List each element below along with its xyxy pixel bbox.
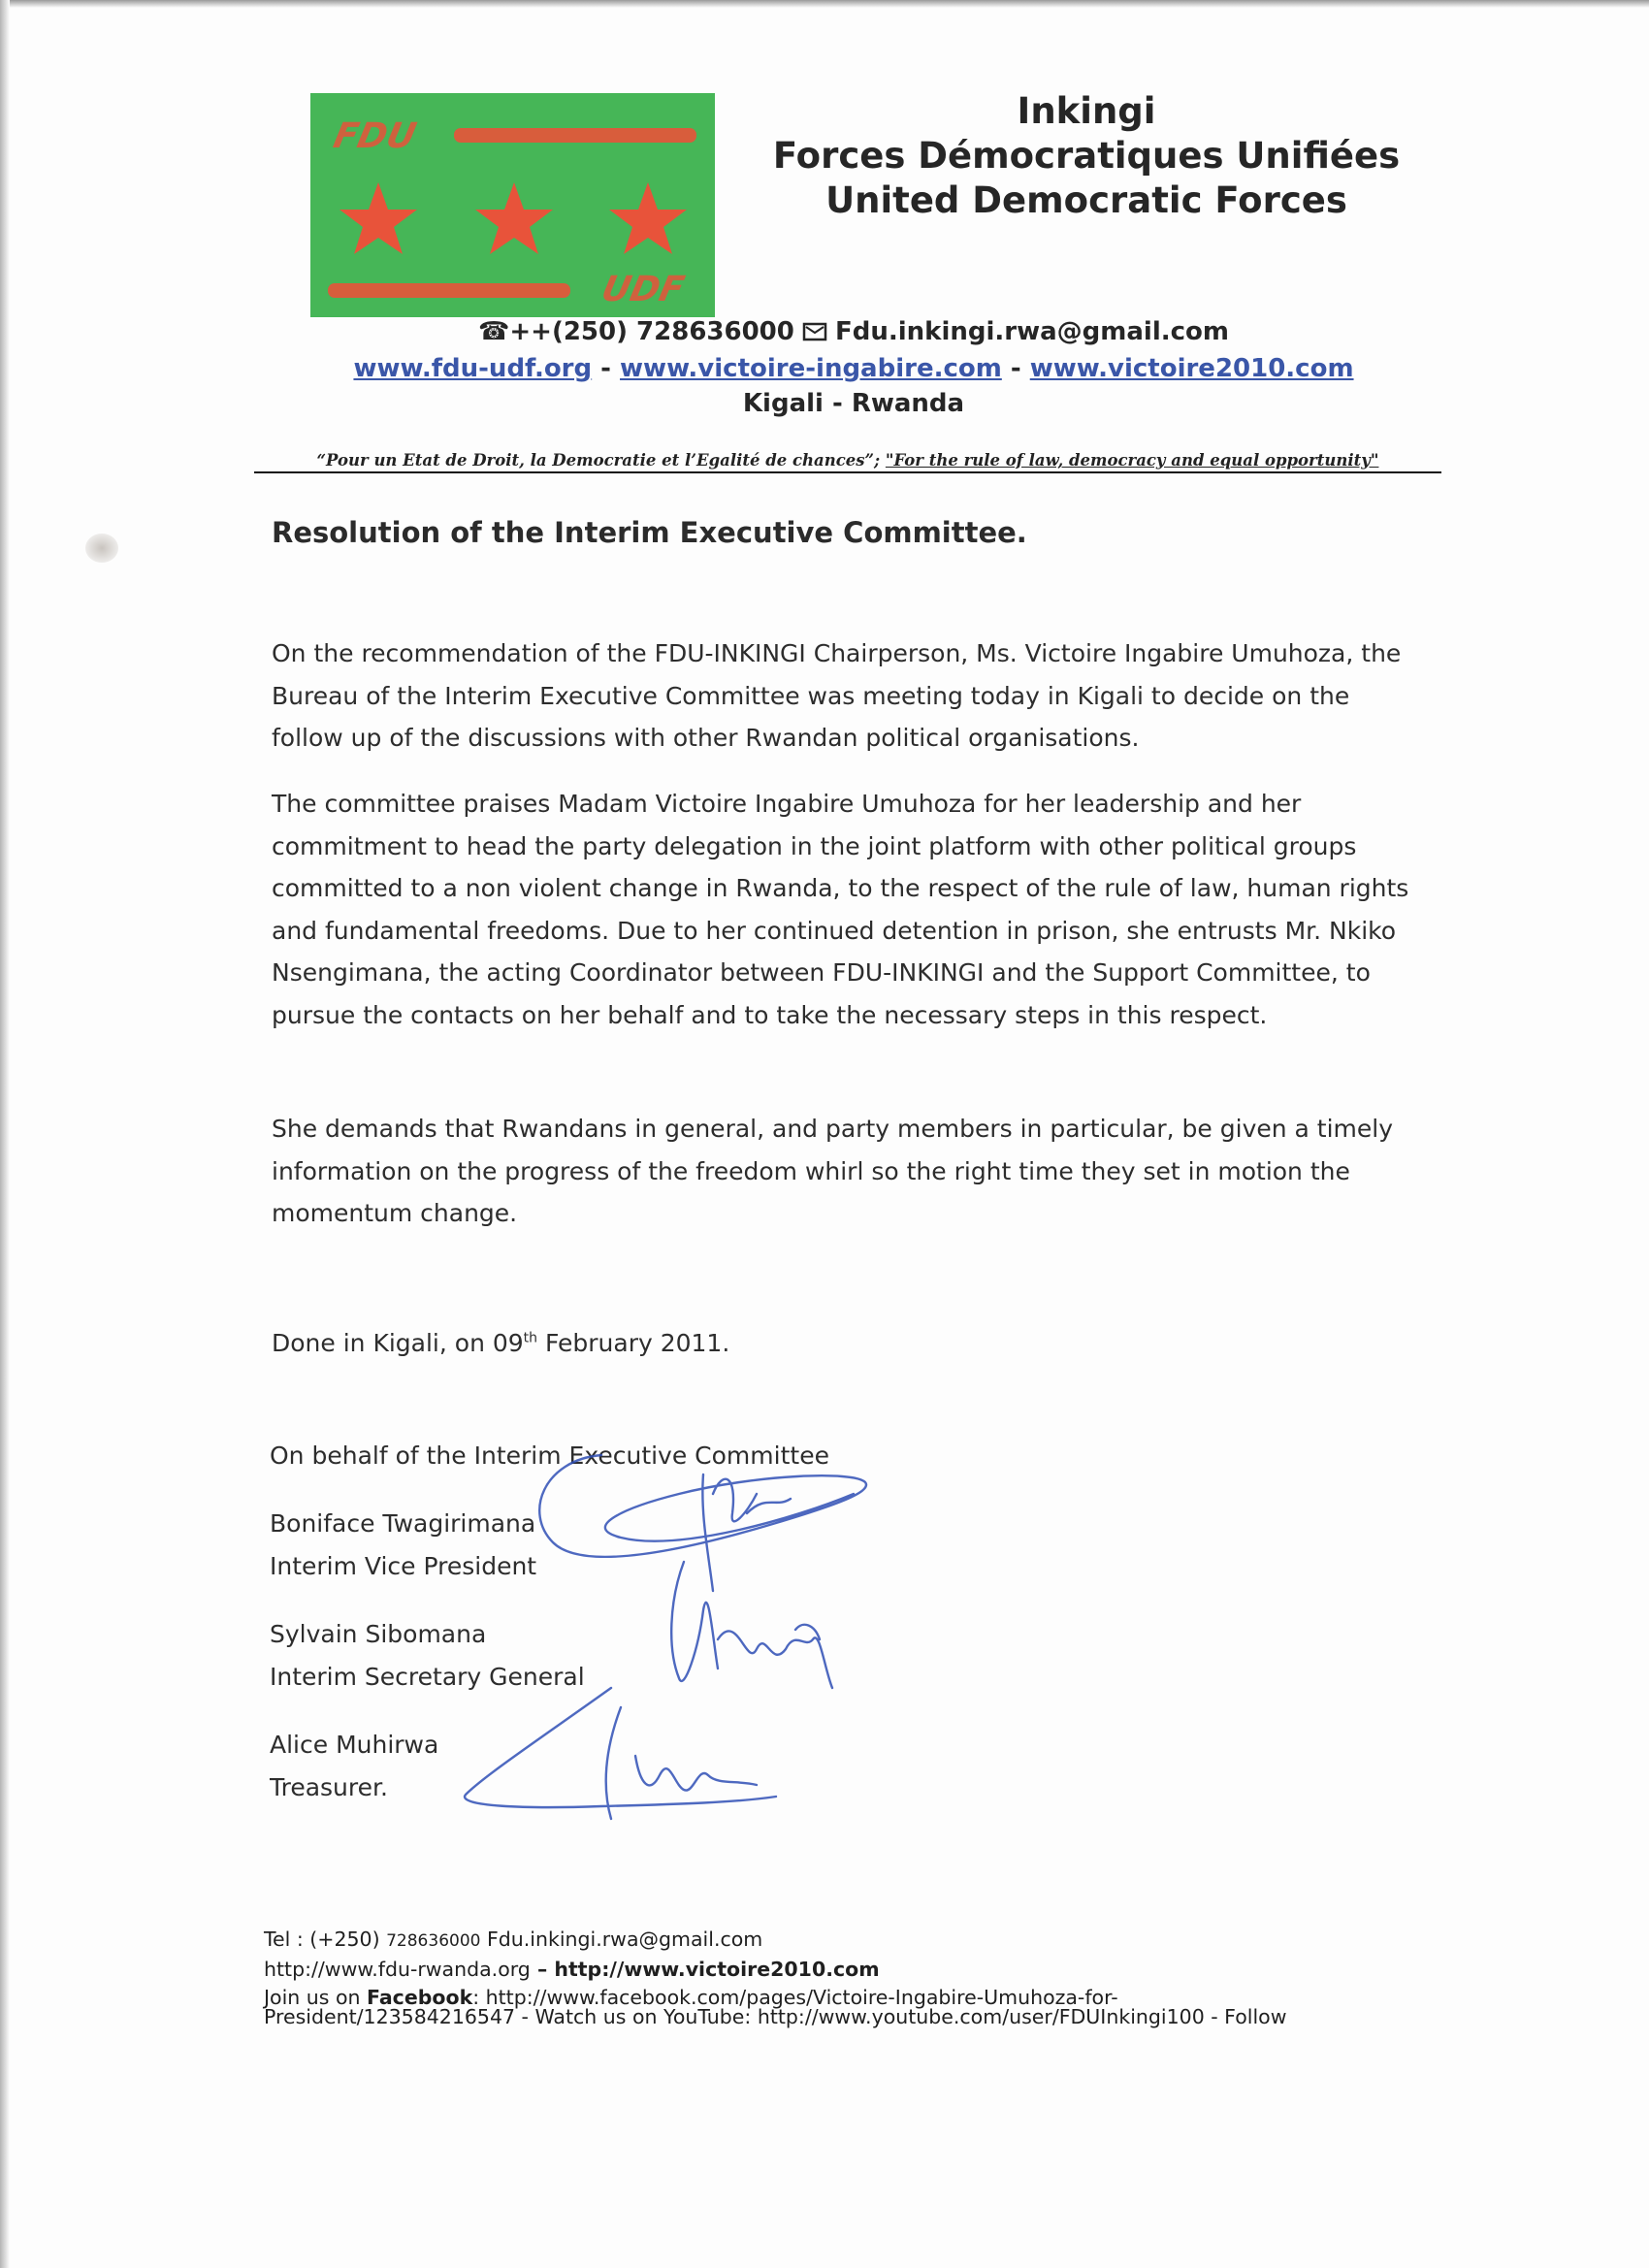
done-prefix: Done in Kigali, on 09 — [272, 1329, 524, 1357]
on-behalf-line: On behalf of the Interim Executive Committee — [270, 1442, 829, 1470]
signatory-2-name: Sylvain Sibomana — [270, 1620, 487, 1648]
org-name-english: United Democratic Forces — [825, 179, 1347, 221]
paragraph-2-text: The committee praises Madam Victoire Ingabire Umuhoza for her leadership and her commitment to head the party delegation in the joint platform with other political groups committed to a non violent change in Rwanda, to the respect of the rule of law, human rights and fundamental freedoms. Due to her continued detention in prison, she entrusts Mr. Nkiko Nsengimana, the acting Coordinator between FDU-INKINGI and the Support Committee, to pursue the contacts on her behalf and to take the necessary steps in this respect. — [272, 790, 1409, 1029]
motto-french: “Pour un Etat de Droit, la Democratie et l’Egalité de chances”; — [316, 451, 881, 470]
footer — [264, 1926, 1350, 2012]
signature-3 — [465, 1688, 776, 1819]
footer-url-victoire2010[interactable]: http://www.victoire2010.com — [554, 1958, 880, 1981]
footer-cropped-line — [264, 2005, 1350, 2034]
document-title: Resolution of the Interim Executive Committee. — [272, 516, 1027, 549]
phone-number: ☎++(250) 728636000 — [478, 317, 794, 346]
logo-text-top: FDU — [330, 114, 420, 156]
signatory-3-name: Alice Muhirwa — [270, 1731, 439, 1759]
website-link-victoire-ingabire[interactable]: www.victoire-ingabire.com — [620, 354, 1002, 383]
footer-url-dash: – — [530, 1958, 555, 1981]
footer-tel-label: Tel : (+250) — [264, 1928, 387, 1951]
footer-join-facebook: Facebook — [367, 1986, 473, 2009]
location: Kigali - Rwanda — [742, 389, 965, 418]
separator-1: - — [592, 354, 621, 383]
org-name: Inkingi — [1017, 90, 1156, 132]
logo-text-bottom: UDF — [598, 268, 689, 309]
signature-2 — [671, 1562, 832, 1688]
website-link-fdu-udf[interactable]: www.fdu-udf.org — [353, 354, 593, 383]
footer-urls-line — [264, 1956, 1350, 1984]
footer-tel-line — [264, 1926, 1350, 1956]
signatory-3-role: Treasurer. — [270, 1773, 388, 1801]
footer-tel-email: Fdu.inkingi.rwa@gmail.com — [480, 1928, 763, 1951]
separator-2: - — [1001, 354, 1030, 383]
footer-facebook-url[interactable]: : http://www.facebook.com/pages/Victoire-Ingabire-Umuhoza-for- — [472, 1986, 1118, 2009]
footer-url-fdu-rwanda[interactable]: http://www.fdu-rwanda.org — [264, 1958, 531, 1981]
paragraph-1-text: On the recommendation of the FDU-INKINGI Chairperson, Ms. Victoire Ingabire Umuhoza, the Bureau of the Interim Executive Committee was meeting today in Kigali to decide on the follow up of the discussions with other Rwandan political organisations. — [272, 639, 1402, 752]
signature-1 — [539, 1455, 866, 1591]
done-suffix: February 2011. — [537, 1329, 730, 1357]
website-link-victoire2010[interactable]: www.victoire2010.com — [1029, 354, 1354, 383]
footer-join-prefix: Join us on — [264, 1986, 368, 2009]
contact-email: Fdu.inkingi.rwa@gmail.com — [835, 317, 1229, 346]
footer-cropped-text: President/123584216547 - Watch us on YouTube: http://www.youtube.com/user/FDUInkingi100 - Follow — [264, 2005, 1287, 2028]
signatory-1-name: Boniface Twagirimana — [270, 1509, 536, 1538]
motto-english: "For the rule of law, democracy and equal opportunity" — [885, 451, 1379, 470]
signatory-1-role: Interim Vice President — [270, 1552, 537, 1580]
done-superscript: th — [523, 1330, 538, 1346]
paragraph-3-text: She demands that Rwandans in general, and party members in particular, be given a timely information on the progress of the freedom whirl so the right time they set in motion the momentum change. — [272, 1115, 1394, 1227]
footer-tel-number: 728636000 — [386, 1931, 481, 1951]
signatory-2-role: Interim Secretary General — [270, 1663, 585, 1691]
org-name-french: Forces Démocratiques Unifiées — [772, 135, 1401, 177]
